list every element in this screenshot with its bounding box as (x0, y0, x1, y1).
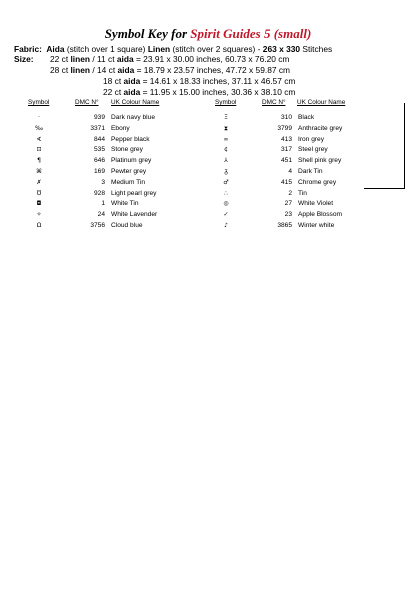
table-row (31, 168, 221, 176)
size-line-pre: 22 ct (103, 87, 124, 97)
colour-name: White Lavender (111, 211, 158, 219)
header-dmc: DMC N° (75, 99, 99, 106)
table-row (31, 157, 221, 165)
table-row (218, 179, 408, 187)
size-line (50, 65, 290, 75)
size-line-mid: / 11 ct (90, 54, 117, 64)
colour-name: Light pearl grey (111, 189, 157, 197)
dmc-number: 3865 (277, 222, 292, 229)
colour-name: Medium Tin (111, 178, 146, 186)
stitch-symbol-icon: ᵹ (224, 168, 228, 175)
dmc-number: 169 (93, 168, 105, 175)
colour-name: Steel grey (298, 146, 328, 154)
stitch-symbol-icon: ◎ (223, 200, 229, 208)
stitch-symbol-icon: ∞ (223, 135, 229, 143)
size-line-post: = 11.95 x 15.00 inches, 30.36 x 38.10 cm (140, 87, 296, 97)
stitch-symbol-icon: ◘ (36, 200, 42, 208)
dmc-number: 27 (284, 200, 292, 208)
stitch-symbol-icon: ‰ (34, 124, 44, 132)
table-row (31, 136, 221, 144)
title-pattern-name: Spirit Guides 5 (small) (190, 26, 312, 41)
title-prefix: Symbol Key for (104, 26, 188, 41)
size-line-pre: 22 ct (50, 54, 71, 64)
dmc-number: 939 (93, 114, 105, 121)
stitch-symbol-icon: ⧗ (223, 124, 229, 132)
colour-name: Pewter grey (111, 168, 147, 175)
size-line-b2: aida (116, 54, 134, 64)
dmc-number: 310 (280, 114, 292, 121)
dmc-number: 3 (101, 178, 105, 186)
colour-name: Black (298, 114, 315, 121)
dmc-number: 2 (288, 189, 292, 197)
stitch-symbol-icon: ℧ (36, 189, 42, 197)
table-row (218, 168, 408, 176)
stitch-symbol-icon: ∢ (36, 135, 42, 143)
dmc-number: 928 (93, 189, 105, 197)
colour-name: Dark navy blue (111, 114, 155, 121)
header-dmc-right: DMC N° (262, 99, 286, 106)
size-line-b2: aida (123, 87, 141, 97)
size-line (103, 87, 295, 97)
size-line-pre: 18 ct (103, 76, 124, 86)
stitch-symbol-icon: ✧ (36, 211, 42, 219)
size-line (103, 76, 295, 86)
stitch-symbol-icon: ¢ (224, 146, 228, 154)
dmc-number: 535 (93, 146, 105, 154)
dmc-number: 23 (284, 211, 292, 219)
colour-name: Anthracite grey (298, 124, 343, 132)
header-symbol-right: Symbol (215, 99, 237, 106)
dmc-number: 317 (280, 146, 292, 154)
fabric-aida-note: (stitch over 1 square) (66, 44, 146, 54)
colour-name: Ebony (111, 124, 130, 132)
colour-name: Platinum grey (111, 157, 152, 165)
table-row (31, 179, 221, 187)
page-title (0, 26, 416, 42)
size-line-b1: linen (70, 54, 91, 64)
size-line-b1: linen (70, 65, 91, 75)
stitch-symbol-icon: Ω (36, 222, 42, 229)
dmc-number: 3756 (90, 222, 105, 229)
colour-name: Tin (298, 189, 307, 197)
table-row (218, 211, 408, 219)
colour-name: White Tin (111, 200, 139, 208)
table-row (218, 200, 408, 208)
fabric-linen: Linen (147, 44, 171, 54)
colour-name: Stone grey (111, 146, 143, 154)
dmc-number: 646 (93, 157, 105, 165)
fabric-line (14, 44, 332, 54)
table-row (31, 200, 221, 208)
stitch-symbol-icon: · (38, 114, 40, 121)
size-line-pre: 28 ct (50, 65, 71, 75)
header-colour-name-right: UK Colour Name (297, 99, 346, 106)
table-row (218, 146, 408, 154)
size-line-b2: aida (117, 65, 135, 75)
table-row (31, 190, 221, 198)
table-row (31, 211, 221, 219)
header-symbol: Symbol (28, 99, 50, 106)
table-row (218, 222, 408, 230)
colour-name: Cloud blue (111, 222, 143, 229)
table-row (218, 136, 408, 144)
size-line-post: = 18.79 x 23.57 inches, 47.72 x 59.87 cm (134, 65, 291, 75)
size-line-mid: / 14 ct (90, 65, 118, 75)
fabric-stitches: 263 x 330 (262, 44, 301, 54)
dmc-number: 4 (288, 168, 292, 175)
table-row (31, 146, 221, 154)
table-row (218, 114, 408, 122)
header-colour-name: UK Colour Name (111, 99, 160, 106)
stitch-symbol-icon: ♪ (224, 222, 228, 229)
fabric-aida: Aida (46, 44, 65, 54)
dmc-number: 3371 (90, 124, 105, 132)
colour-name: Dark Tin (298, 168, 323, 175)
dmc-number: 24 (97, 211, 105, 219)
colour-name: Chrome grey (298, 178, 337, 186)
table-row (31, 222, 221, 230)
fabric-stitches-label: Stitches (302, 44, 333, 54)
dmc-number: 3799 (277, 124, 292, 132)
table-row (218, 190, 408, 198)
colour-name: Winter white (298, 222, 335, 229)
stitch-symbol-icon: ✗ (36, 178, 42, 186)
colour-name: Pepper black (111, 135, 150, 143)
colour-name: White Violet (298, 200, 334, 208)
fabric-linen-note: (stitch over 2 squares) - (172, 44, 261, 54)
size-label: Size: (14, 54, 34, 64)
dmc-number: 415 (280, 178, 292, 186)
fabric-label: Fabric: (14, 44, 42, 54)
table-row (218, 157, 408, 165)
stitch-symbol-icon: ⅄ (224, 157, 228, 165)
dmc-number: 413 (280, 135, 292, 143)
dmc-number: 844 (93, 135, 105, 143)
colour-name: Shell pink grey (298, 157, 342, 165)
size-line-post: = 23.91 x 30.00 inches, 60.73 x 76.20 cm (133, 54, 290, 64)
dmc-number: 451 (280, 157, 292, 165)
colour-name: Iron grey (298, 135, 325, 143)
stitch-symbol-icon: ♂ (223, 178, 229, 186)
colour-name: Apple Blossom (298, 211, 342, 219)
size-line (50, 54, 289, 64)
stitch-symbol-icon: Ξ (224, 114, 228, 121)
stitch-symbol-icon: ∴ (224, 189, 228, 197)
size-line-post: = 14.61 x 18.33 inches, 37.11 x 46.57 cm (140, 76, 296, 86)
stitch-symbol-icon: ⌘ (36, 168, 42, 175)
table-row (218, 125, 408, 133)
stitch-symbol-icon: ¶ (37, 157, 41, 165)
table-row (31, 125, 221, 133)
size-line-b2: aida (123, 76, 141, 86)
size-label-line (14, 54, 44, 64)
stitch-symbol-icon: ⊡ (36, 146, 42, 154)
table-row (31, 114, 221, 122)
stitch-symbol-icon: ✓ (223, 211, 229, 219)
dmc-number: 1 (101, 200, 105, 208)
